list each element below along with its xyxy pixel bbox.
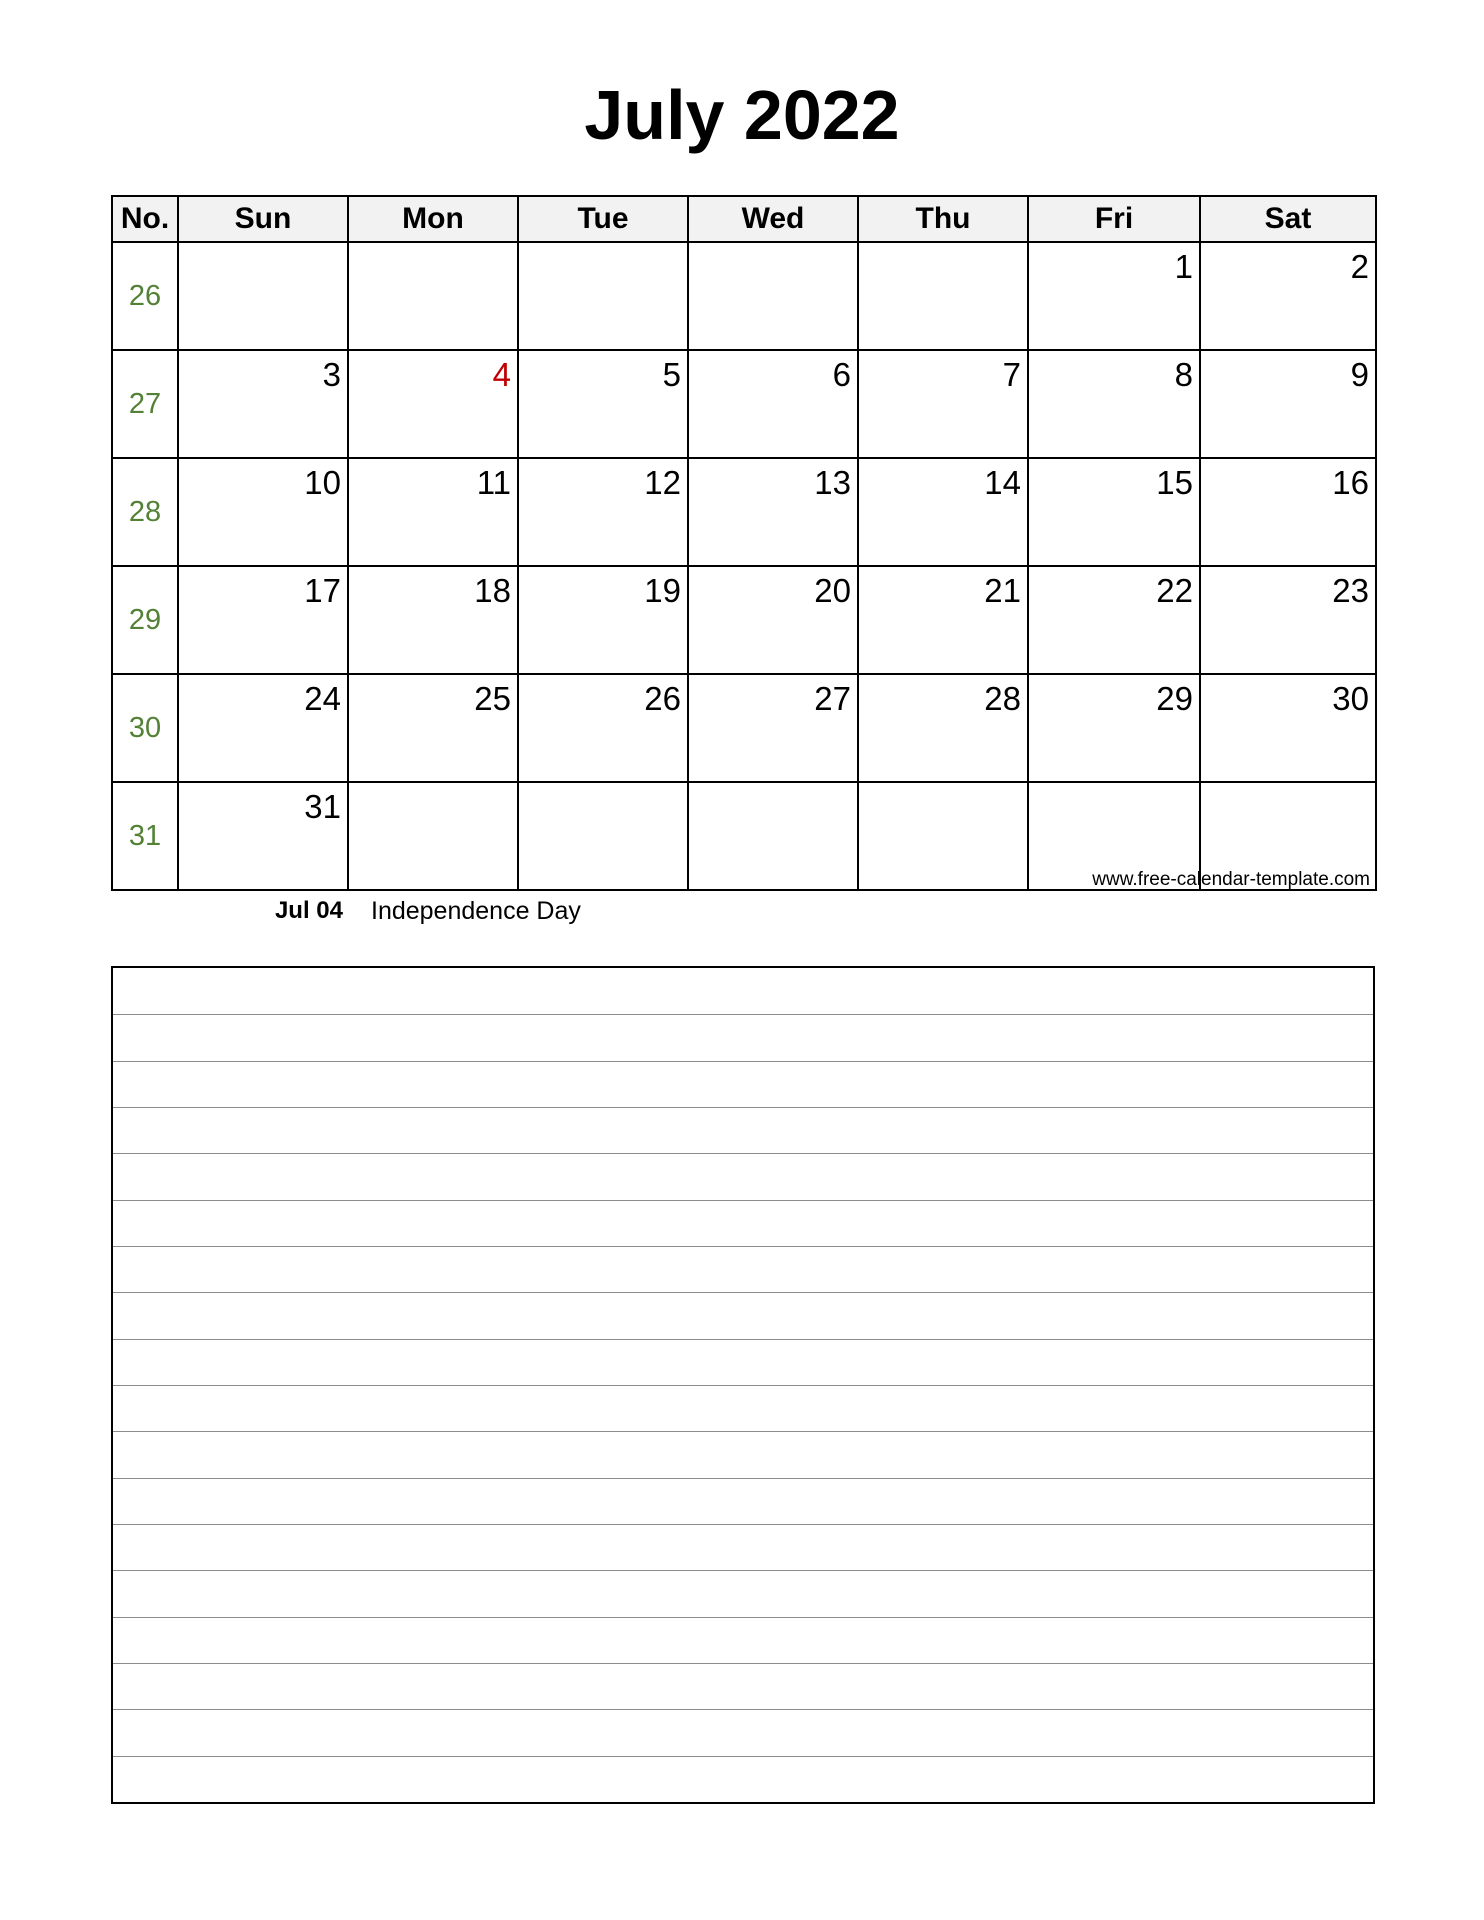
day-cell: 7 (858, 350, 1028, 458)
day-cell: 20 (688, 566, 858, 674)
note-line (113, 1570, 1373, 1571)
holiday-name: Independence Day (371, 897, 581, 925)
holiday-list-item (0, 895, 1484, 927)
note-line (113, 1292, 1373, 1293)
day-cell (518, 242, 688, 350)
week-number: 30 (112, 674, 178, 782)
day-cell: 21 (858, 566, 1028, 674)
note-line (113, 1246, 1373, 1247)
note-line (113, 1385, 1373, 1386)
day-cell: 18 (348, 566, 518, 674)
day-cell (858, 242, 1028, 350)
day-cell: 29 (1028, 674, 1200, 782)
day-cell: 23 (1200, 566, 1376, 674)
day-cell: 24 (178, 674, 348, 782)
header-fri: Fri (1028, 196, 1200, 242)
notes-area[interactable] (111, 966, 1375, 1804)
week-row (112, 242, 1376, 350)
day-cell (518, 782, 688, 890)
holiday-date: Jul 04 (274, 897, 343, 924)
day-cell: 14 (858, 458, 1028, 566)
week-number: 27 (112, 350, 178, 458)
note-line (113, 1663, 1373, 1664)
day-cell: 27 (688, 674, 858, 782)
header-wed: Wed (688, 196, 858, 242)
day-cell: 30 (1200, 674, 1376, 782)
day-cell: 10 (178, 458, 348, 566)
header-week-no: No. (112, 196, 178, 242)
day-cell: 19 (518, 566, 688, 674)
header-row (112, 196, 1376, 242)
week-row (112, 350, 1376, 458)
day-cell-holiday: 4 (348, 350, 518, 458)
day-cell (348, 782, 518, 890)
day-cell: 13 (688, 458, 858, 566)
day-cell: 16 (1200, 458, 1376, 566)
day-cell: 28 (858, 674, 1028, 782)
day-cell: 11 (348, 458, 518, 566)
week-row (112, 458, 1376, 566)
header-tue: Tue (518, 196, 688, 242)
day-cell: 2 (1200, 242, 1376, 350)
day-cell: 12 (518, 458, 688, 566)
day-cell (348, 242, 518, 350)
day-cell: 8 (1028, 350, 1200, 458)
note-line (113, 1756, 1373, 1757)
header-sun: Sun (178, 196, 348, 242)
day-cell: 9 (1200, 350, 1376, 458)
day-cell: 1 (1028, 242, 1200, 350)
day-cell: 5 (518, 350, 688, 458)
calendar-grid (111, 195, 1377, 891)
day-cell (688, 782, 858, 890)
day-cell: 3 (178, 350, 348, 458)
header-thu: Thu (858, 196, 1028, 242)
note-line (113, 1061, 1373, 1062)
header-sat: Sat (1200, 196, 1376, 242)
page-title: July 2022 (584, 76, 900, 154)
note-line (113, 1524, 1373, 1525)
note-line (113, 1478, 1373, 1479)
day-cell: 26 (518, 674, 688, 782)
note-line (113, 1431, 1373, 1432)
day-cell (688, 242, 858, 350)
day-cell: 15 (1028, 458, 1200, 566)
week-number: 28 (112, 458, 178, 566)
day-cell: 22 (1028, 566, 1200, 674)
day-cell: 25 (348, 674, 518, 782)
header-mon: Mon (348, 196, 518, 242)
note-line (113, 1200, 1373, 1201)
week-number: 29 (112, 566, 178, 674)
note-line (113, 1339, 1373, 1340)
note-line (113, 1153, 1373, 1154)
day-cell: 17 (178, 566, 348, 674)
week-row (112, 674, 1376, 782)
website-link[interactable]: www.free-calendar-template.com (1092, 869, 1370, 890)
note-line (113, 1014, 1373, 1015)
day-cell: 6 (688, 350, 858, 458)
note-line (113, 1617, 1373, 1618)
note-line (113, 1709, 1373, 1710)
week-row (112, 566, 1376, 674)
day-cell: 31 (178, 782, 348, 890)
day-cell (178, 242, 348, 350)
week-number: 26 (112, 242, 178, 350)
note-line (113, 1107, 1373, 1108)
week-number: 31 (112, 782, 178, 890)
